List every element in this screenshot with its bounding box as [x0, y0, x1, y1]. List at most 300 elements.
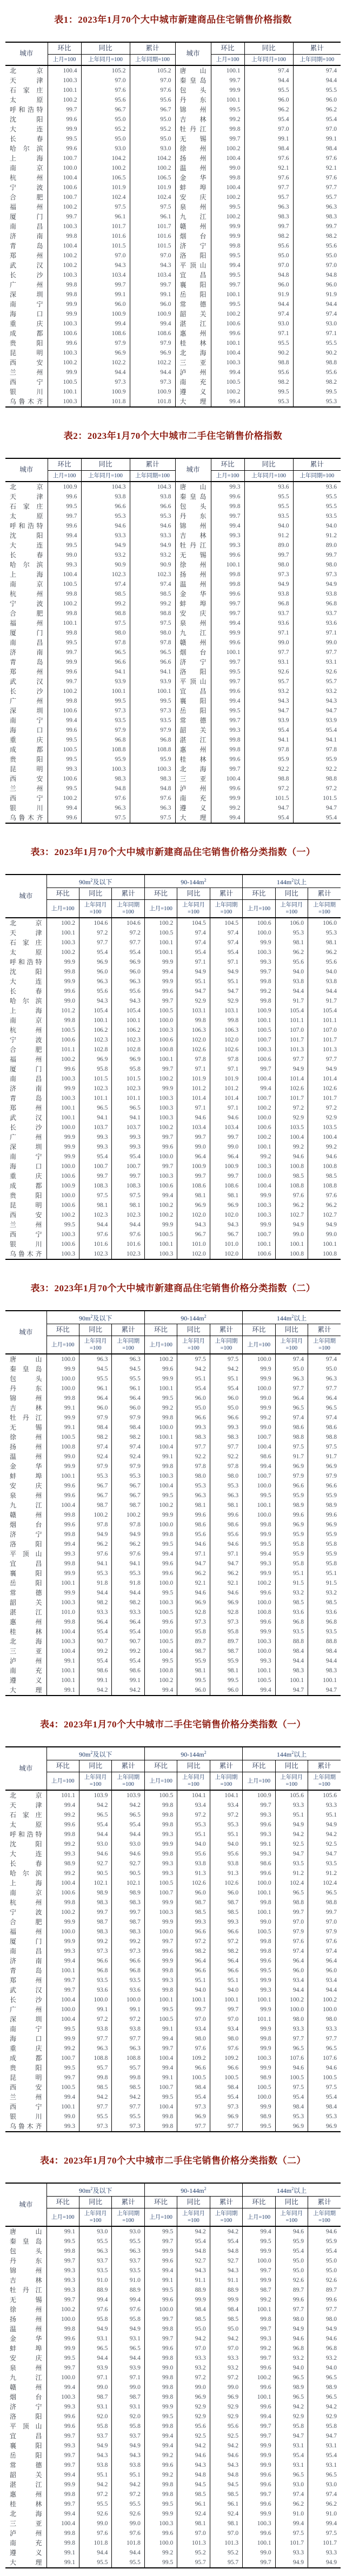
value-cell: 99.8	[46, 2528, 79, 2538]
table-row	[5, 1016, 341, 1025]
value-cell: 96.3	[81, 803, 130, 813]
value-cell: 97.7	[275, 2305, 308, 2314]
city-name: 合肥	[10, 193, 43, 201]
city-name: 福州	[10, 1056, 42, 1063]
value-cell: 92.6	[112, 2509, 144, 2519]
value-cell: 99.8	[46, 1393, 79, 1403]
value-cell: 100.8	[144, 1045, 177, 1055]
value-cell: 94.2	[177, 2334, 210, 2344]
value-cell: 94.3	[210, 2266, 242, 2275]
table-row	[5, 1364, 341, 1374]
value-cell: 97.9	[79, 1413, 111, 1423]
value-cell: 99.2	[211, 803, 244, 813]
value-cell: 89.7	[308, 2285, 341, 2295]
size-group-header: $144m^2$以上	[243, 1747, 341, 1760]
value-cell: 94.4	[81, 368, 130, 377]
value-cell: 95.6	[79, 986, 111, 996]
value-cell: 94.2	[210, 2441, 242, 2451]
value-cell: 93.5	[112, 2266, 144, 2275]
value-cell: 94.9	[81, 540, 130, 550]
city-cell	[5, 1006, 46, 1016]
value-cell: 98.3	[308, 1666, 341, 1676]
value-cell: 104.6	[79, 918, 111, 928]
value-cell: 96.8	[130, 735, 175, 745]
value-cell: 100.4	[46, 1878, 79, 1888]
table-row	[5, 2295, 341, 2305]
value-cell: 99.7	[211, 511, 244, 521]
value-cell: 100.3	[144, 1103, 177, 1113]
value-cell: 98.1	[308, 938, 341, 947]
value-cell: 99.0	[144, 2363, 177, 2373]
value-cell: 99.6	[243, 2363, 275, 2373]
value-cell: 98.9	[79, 1888, 111, 1898]
value-cell: 96.4	[275, 1956, 308, 1966]
city-cell	[5, 338, 48, 348]
value-cell: 99.6	[243, 1617, 275, 1627]
city-cell	[5, 1461, 46, 1471]
value-cell: 95.4	[293, 115, 341, 124]
value-cell: 94.1	[112, 1113, 144, 1123]
city-cell	[5, 745, 48, 755]
value-cell: 100.3	[144, 1113, 177, 1123]
value-cell: 98.3	[244, 212, 293, 222]
value-cell: 95.6	[177, 2421, 210, 2431]
value-cell: 99.7	[46, 2451, 79, 2460]
value-cell: 99.8	[243, 1520, 275, 1530]
value-cell: 95.9	[275, 2237, 308, 2246]
value-cell: 100.0	[243, 1113, 275, 1123]
table-row	[5, 2102, 341, 2112]
value-cell: 101.7	[308, 1093, 341, 1103]
value-cell: 95.3	[308, 928, 341, 938]
value-cell: 98.2	[293, 377, 341, 387]
value-cell: 93.8	[275, 977, 308, 986]
table-row	[5, 755, 341, 764]
city-cell	[175, 560, 211, 570]
value-cell: 97.7	[112, 938, 144, 947]
column-header: 环比	[144, 888, 177, 900]
city-cell	[5, 1995, 46, 2005]
table-row	[5, 813, 341, 823]
city-cell	[175, 648, 211, 657]
city-cell	[5, 1539, 46, 1549]
city-name: 泸州	[10, 2530, 42, 2537]
city-cell	[5, 1442, 46, 1452]
city-cell	[175, 115, 211, 124]
value-cell: 97.8	[81, 638, 130, 648]
value-cell: 95.5	[112, 2499, 144, 2509]
value-cell: 100.0	[46, 1191, 79, 1200]
city-cell	[175, 261, 211, 270]
city-name: 南京	[10, 1889, 42, 1897]
value-cell: 95.0	[177, 1403, 210, 1413]
value-cell: 92.1	[293, 163, 341, 173]
value-cell: 98.1	[210, 1666, 242, 1676]
city-cell	[5, 793, 48, 803]
value-cell: 95.5	[79, 2558, 111, 2568]
city-name: 蚌埠	[179, 184, 207, 191]
value-cell: 100.2	[243, 2373, 275, 2383]
table-row	[5, 1230, 341, 1239]
value-cell: 97.2	[112, 2490, 144, 2499]
value-cell: 100.7	[144, 1888, 177, 1898]
value-cell: 99.7	[211, 280, 244, 290]
city-name: 岳阳	[10, 1579, 42, 1587]
city-cell	[5, 2480, 46, 2490]
city-cell	[5, 2490, 46, 2499]
value-cell: 95.4	[112, 1627, 144, 1637]
city-name: 济宁	[179, 658, 207, 666]
value-cell: 96.0	[112, 967, 144, 977]
value-cell: 100.3	[243, 1637, 275, 1646]
value-cell: 99.9	[48, 657, 81, 667]
value-cell: 100.3	[48, 397, 81, 407]
value-cell: 94.0	[308, 2363, 341, 2373]
city-name: 济宁	[10, 2403, 42, 2411]
value-cell: 98.2	[112, 1432, 144, 1442]
value-cell: 99.9	[243, 2246, 275, 2256]
value-cell: 96.5	[275, 2044, 308, 2053]
value-cell: 99.7	[211, 134, 244, 144]
value-cell: 94.3	[112, 2451, 144, 2460]
table-row	[5, 65, 341, 76]
city-name: 太原	[10, 96, 43, 104]
value-cell: 98.4	[308, 1646, 341, 1656]
city-name: 泉州	[10, 1492, 42, 1499]
value-cell: 100.0	[144, 1927, 177, 1937]
value-cell: 99.7	[210, 2005, 242, 2014]
size-group-header: $144m^2$以上	[243, 875, 341, 888]
value-cell: 93.8	[79, 2024, 111, 2034]
value-cell: 94.6	[308, 2334, 341, 2344]
column-header: 累计	[210, 2197, 242, 2208]
value-cell: 100.5	[144, 1637, 177, 1646]
value-cell: 98.8	[308, 1432, 341, 1442]
value-cell: 96.9	[275, 1520, 308, 1530]
value-cell: 95.6	[275, 957, 308, 967]
city-cell	[175, 124, 211, 134]
value-cell: 97.3	[177, 2102, 210, 2112]
value-cell: 93.3	[130, 531, 175, 540]
value-cell: 98.1	[79, 1200, 111, 1210]
column-subheader: 上月=100	[46, 2208, 79, 2227]
city-cell	[5, 1393, 46, 1403]
city-name: 无锡	[10, 1424, 42, 1431]
city-cell	[5, 2499, 46, 2509]
value-cell: 99.4	[144, 1549, 177, 1559]
table-row	[5, 677, 341, 686]
value-cell: 99.7	[243, 1064, 275, 1074]
value-cell: 93.7	[293, 609, 341, 618]
value-cell: 100.0	[243, 1646, 275, 1656]
city-cell	[175, 657, 211, 667]
value-cell: 101.3	[210, 2538, 242, 2548]
value-cell: 99.9	[177, 2295, 210, 2305]
value-cell: 96.5	[79, 2344, 111, 2353]
value-cell: 99.9	[46, 1461, 79, 1471]
value-cell: 100.5	[144, 928, 177, 938]
value-cell: 96.3	[112, 1354, 144, 1364]
value-cell: 95.5	[244, 492, 293, 502]
value-cell: 99.9	[243, 2451, 275, 2460]
table-row	[5, 251, 341, 261]
value-cell: 99.9	[211, 85, 244, 95]
city-name: 蚌埠	[10, 1472, 42, 1480]
value-cell: 93.7	[244, 609, 293, 618]
value-cell: 99.5	[244, 387, 293, 397]
value-cell: 99.7	[243, 2431, 275, 2441]
city-name: 深圳	[10, 2016, 42, 2023]
city-cell	[5, 1403, 46, 1413]
value-cell: 99.5	[211, 270, 244, 280]
value-cell: 100.7	[243, 1035, 275, 1045]
table-row	[5, 2392, 341, 2402]
value-cell: 93.2	[177, 2363, 210, 2373]
value-cell: 100.9	[130, 309, 175, 319]
value-cell: 95.4	[275, 2092, 308, 2102]
value-cell: 100.2	[46, 947, 79, 957]
city-name: 丹东	[10, 2257, 42, 2265]
value-cell: 95.4	[308, 2451, 341, 2460]
value-cell: 101.5	[130, 241, 175, 251]
column-subheader: 上年同期=100	[210, 2208, 242, 2227]
city-cell	[175, 397, 211, 407]
value-cell: 94.7	[293, 706, 341, 716]
value-cell: 99.9	[46, 1084, 79, 1093]
value-cell: 98.8	[130, 609, 175, 618]
value-cell: 97.5	[81, 618, 130, 628]
value-cell: 98.7	[210, 1898, 242, 1907]
value-cell: 96.9	[79, 1055, 111, 1064]
column-subheader: 上年同月=100	[244, 55, 293, 66]
city-name: 成都	[10, 1182, 42, 1190]
city-name: 常德	[10, 1589, 42, 1597]
value-cell: 95.7	[244, 192, 293, 202]
column-header-city: 城市	[5, 458, 48, 482]
value-cell: 96.5	[79, 1810, 111, 1820]
value-cell: 94.9	[293, 579, 341, 589]
value-cell: 98.7	[210, 1646, 242, 1656]
city-cell	[5, 521, 48, 531]
city-cell	[5, 764, 48, 774]
table-row	[5, 348, 341, 358]
column-subheader: 上月=100	[46, 900, 79, 918]
value-cell: 95.9	[275, 1530, 308, 1539]
city-name: 岳阳	[179, 707, 207, 715]
value-cell: 97.1	[210, 957, 242, 967]
city-cell	[5, 1113, 46, 1123]
value-cell: 100.1	[308, 1676, 341, 1685]
table-row	[5, 2005, 341, 2014]
value-cell: 98.0	[177, 1471, 210, 1481]
value-cell: 99.3	[243, 957, 275, 967]
city-cell	[5, 1637, 46, 1646]
column-subheader: 上月=100	[243, 1336, 275, 1354]
city-cell	[175, 387, 211, 397]
column-subheader: 上年同月=100	[177, 900, 210, 918]
city-cell	[5, 638, 48, 648]
table-row	[5, 377, 341, 387]
value-cell: 100.2	[48, 599, 81, 609]
value-cell: 93.3	[308, 2548, 341, 2558]
value-cell: 100.0	[144, 1520, 177, 1530]
value-cell: 96.0	[79, 1403, 111, 1413]
value-cell: 99.2	[79, 1646, 111, 1656]
value-cell: 98.3	[112, 1898, 144, 1907]
column-subheader: 上年同月=100	[275, 2208, 308, 2227]
city-cell	[5, 270, 48, 280]
table-row	[5, 579, 341, 589]
value-cell: 97.0	[293, 124, 341, 134]
column-header: 同比	[79, 2197, 111, 2208]
value-cell: 98.2	[79, 1598, 111, 1607]
value-cell: 99.6	[48, 667, 81, 677]
value-cell: 96.2	[275, 1200, 308, 1210]
value-cell: 92.8	[177, 1607, 210, 1617]
value-cell: 96.6	[79, 1956, 111, 1966]
value-cell: 97.0	[244, 124, 293, 134]
table-row	[5, 1432, 341, 1442]
value-cell: 102.0	[210, 1035, 242, 1045]
value-cell: 99.0	[211, 163, 244, 173]
value-cell: 99.6	[211, 638, 244, 648]
city-cell	[5, 1220, 46, 1230]
value-cell: 94.0	[275, 967, 308, 977]
table-row	[5, 144, 341, 154]
city-cell	[5, 813, 48, 823]
city-name: 郑州	[10, 1977, 42, 1984]
value-cell: 93.8	[244, 589, 293, 599]
value-cell: 99.9	[144, 2246, 177, 2256]
value-cell: 88.8	[308, 1637, 341, 1646]
city-name: 石家庄	[10, 1811, 42, 1819]
value-cell: 98.4	[177, 2083, 210, 2092]
value-cell: 93.5	[244, 511, 293, 521]
value-cell: 96.9	[308, 1461, 341, 1471]
value-cell: 90.2	[293, 348, 341, 358]
value-cell: 106.3	[177, 1025, 210, 1035]
value-cell: 100.2	[48, 358, 81, 368]
city-name: 安庆	[179, 610, 207, 617]
value-cell: 99.6	[144, 1364, 177, 1374]
value-cell: 99.7	[144, 2237, 177, 2246]
value-cell: 99.6	[48, 813, 81, 823]
value-cell: 101.8	[79, 2538, 111, 2548]
table-row	[5, 716, 341, 725]
value-cell: 100.3	[48, 348, 81, 358]
value-cell: 102.4	[275, 1878, 308, 1888]
value-cell: 95.0	[81, 115, 130, 124]
city-cell	[5, 2373, 46, 2383]
city-name: 金华	[10, 1463, 42, 1470]
value-cell: 95.0	[275, 1364, 308, 1374]
value-cell: 95.9	[81, 755, 130, 764]
city-cell	[175, 628, 211, 638]
value-cell: 97.8	[177, 1055, 210, 1064]
value-cell: 99.2	[46, 1868, 79, 1878]
value-cell: 100.1	[211, 648, 244, 657]
value-cell: 94.4	[293, 299, 341, 309]
value-cell: 96.3	[293, 202, 341, 212]
value-cell: 99.5	[46, 2353, 79, 2363]
value-cell: 100.0	[144, 1578, 177, 1588]
value-cell: 98.7	[112, 2392, 144, 2402]
city-cell	[5, 492, 48, 502]
value-cell: 99.2	[112, 1937, 144, 1946]
value-cell: 99.8	[144, 2383, 177, 2392]
column-subheader: 上月=100	[243, 2208, 275, 2227]
city-name: 厦门	[10, 629, 43, 637]
value-cell: 96.5	[112, 1810, 144, 1820]
value-cell: 100.6	[243, 918, 275, 928]
value-cell: 97.1	[177, 957, 210, 967]
value-cell: 99.3	[48, 560, 81, 570]
city-cell	[5, 2402, 46, 2412]
value-cell: 99.3	[144, 1830, 177, 1839]
value-cell: 96.8	[81, 735, 130, 745]
city-name: 合肥	[10, 610, 43, 617]
city-name: 北京	[10, 483, 43, 491]
value-cell: 102.6	[177, 1045, 210, 1055]
value-cell: 99.6	[211, 755, 244, 764]
table-row	[5, 1500, 341, 1510]
value-cell: 96.6	[177, 2063, 210, 2073]
value-cell: 103.7	[79, 1123, 111, 1132]
value-cell: 93.4	[275, 1976, 308, 1985]
value-cell: 95.4	[210, 2092, 242, 2102]
value-cell: 94.6	[275, 2334, 308, 2344]
value-cell: 94.4	[244, 299, 293, 309]
value-cell: 99.5	[144, 2412, 177, 2421]
table-row	[5, 774, 341, 784]
value-cell: 100.1	[211, 65, 244, 76]
value-cell: 101.0	[177, 1239, 210, 1249]
value-cell: 99.9	[144, 1084, 177, 1093]
value-cell: 95.0	[293, 251, 341, 261]
value-cell: 102.0	[177, 1035, 210, 1045]
value-cell: 104.2	[81, 154, 130, 163]
value-cell: 100.1	[112, 1016, 144, 1025]
value-cell: 92.0	[112, 2412, 144, 2421]
value-cell: 100.8	[46, 1442, 79, 1452]
table-row	[5, 1481, 341, 1491]
value-cell: 100.1	[46, 1666, 79, 1676]
value-cell: 99.8	[243, 1898, 275, 1907]
city-cell	[175, 65, 211, 76]
value-cell: 96.5	[275, 1403, 308, 1413]
value-cell: 99.4	[144, 1191, 177, 1200]
city-cell	[5, 1500, 46, 1510]
value-cell: 100.5	[48, 377, 81, 387]
value-cell: 95.8	[112, 2314, 144, 2324]
value-cell: 98.6	[243, 1452, 275, 1461]
value-cell: 99.2	[144, 2470, 177, 2480]
size-group-header: $90m^2$及以下	[46, 875, 144, 888]
value-cell: 93.6	[112, 1985, 144, 1995]
value-cell: 100.1	[46, 2102, 79, 2112]
value-cell: 93.2	[275, 1588, 308, 1598]
value-cell: 94.1	[79, 1559, 111, 1569]
value-cell: 99.5	[48, 638, 81, 648]
value-cell: 96.8	[112, 1966, 144, 1976]
value-cell: 94.7	[275, 2431, 308, 2441]
city-cell	[175, 570, 211, 579]
value-cell: 99.9	[46, 1569, 79, 1578]
table-row	[5, 764, 341, 774]
table-row	[5, 2470, 341, 2480]
city-name: 大连	[10, 125, 43, 133]
value-cell: 94.6	[210, 2451, 242, 2460]
